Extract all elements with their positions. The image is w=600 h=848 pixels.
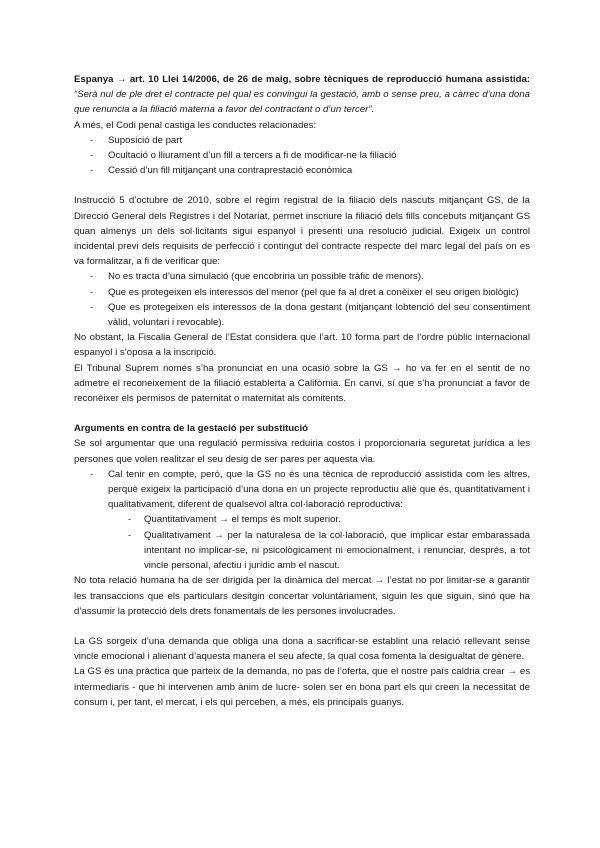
- paragraph-market-dynamics: No tota relació humana ha de ser dirigida per la dinàmica del mercat → l’estat no por limitar-se a garantir les transaccions que els particulars desitgin concertar voluntàriament, siguin les que siguin, sinó que ha d’assumir la protecció dels drets fonamentals de les persones involucrades.: [74, 575, 530, 617]
- law-reference: Espanya → art. 10 Llei 14/2006, de 26 de maig, sobre tècniques de reproducció humana assistida:: [74, 74, 530, 85]
- list-item: - Suposició de part: [74, 133, 530, 148]
- paragraph-tribunal-suprem: El Tribunal Suprem només s’ha pronunciat en una ocasió sobre la GS → ho va fer en el sentit de no admetre el reconeixement de la filiació establerta a Califòrnia. En canvi, sí que s’ha pronunciat a favor de reconèixer els permisos de paternitat o maternitat als comitents.: [74, 362, 530, 405]
- paragraph-spanish-law: [74, 72, 530, 118]
- paragraph-demand-practice: La GS és una pràctica que parteix de la demanda, no pas de l’oferta, que el nostre país caldria crear → es intermediaris - que hi intervenen amb ànim de lucre- solen ser en bona part els qui creen la necessitat de consum i, per tant, el mercat, i els qui perceben, a més, els principals guanys.: [74, 666, 530, 708]
- law-quote: “Serà nul de ple dret el contracte pel qual es convingui la gestació, amb o sense preu, a càrrec d’una dona que renuncia a la filiació materna a favor del contractant o d’un tercer”.: [74, 89, 530, 116]
- verification-list: [74, 269, 530, 330]
- list-item: - Que es protegeixen els interessos de la dona gestant (mitjançant lobtenció del seu consentiment vàlid, voluntari i revocable).: [74, 300, 530, 330]
- counterargument-list: [74, 467, 530, 513]
- paragraph-fiscalia: No obstant, la Fiscalia General de l’Estat considera que l’art. 10 forma part de l’ordre públic internacional espanyol i s’oposa a la inscripció.: [74, 332, 530, 359]
- penal-conducts-list: [74, 133, 530, 179]
- section-heading: Arguments en contra de la gestació per substitució: [74, 423, 309, 435]
- list-item: - Quantitativament → el temps és molt superior.: [74, 512, 530, 527]
- list-item: - Ocultació o lliurament d’un fill a tercers a fi de modificar-ne la filiació: [74, 148, 530, 163]
- paragraph-demand-sacrifice: La GS sorgeix d’una demanda que obliga una dona a sacrificar-se establint una relació rellevant sense vincle emocional i alienant d’aquesta manera el seu afecte, la qual cosa fomenta la desigualtat de gènere.: [74, 635, 530, 663]
- list-item: - No es tracta d’una simulació (que encobriria un possible tràfic de menors).: [74, 269, 530, 284]
- counterargument-sublist: [74, 512, 530, 573]
- document-body: [74, 72, 530, 710]
- list-item: - Cessió d’un fill mitjançant una contraprestació econòmica: [74, 163, 530, 178]
- list-item: - Cal tenir en compte, però, que la GS no és una tècnica de reproducció assistida com les altres, perquè exigeix la participació d’una dona en un projecte reproductiu aliè que és, quantitativament i qualitativament, diferent de qualsevol altra col·laboració reproductiva:: [74, 467, 530, 513]
- list-item: - Qualitativament → per la naturalesa de la col·laboració, que implicar estar embarassada intentant no implicar-se, ni psicològicament ni emocionalment, i renunciar, després, a tot vincle personal, afectiu i jurídic amb el nascut.: [74, 528, 530, 574]
- paragraph-penal-code: A més, el Codi penal castiga les conductes relacionades:: [74, 119, 317, 131]
- list-item: - Que es protegeixen els interessos del menor (pel que fa al dret a conèixer el seu origen biològic): [74, 285, 530, 300]
- paragraph-instruction-2010: Instrucció 5 d’octubre de 2010, sobre el règim registral de la filiació dels nascuts mitjançant GS, de la Direcció General dels Registres i del Notariat, permet inscriure la filiació dels fills concebuts mitjançant GS quan almenys un dels sol·licitants sigui espanyol i presenti una resolució judicial. Exigeix un control incidental previ dels requisits de perfecció i contingut del contracte respecte del marc legal del país on es va formalitzar, a fi de verificar que:: [74, 195, 530, 268]
- paragraph-permissive-regulation: Se sol argumentar que una regulació permissiva reduiria costos i proporcionaria seguretat jurídica a les persones que volen realitzar el seu desig de ser pares per aquesta via.: [74, 438, 530, 465]
